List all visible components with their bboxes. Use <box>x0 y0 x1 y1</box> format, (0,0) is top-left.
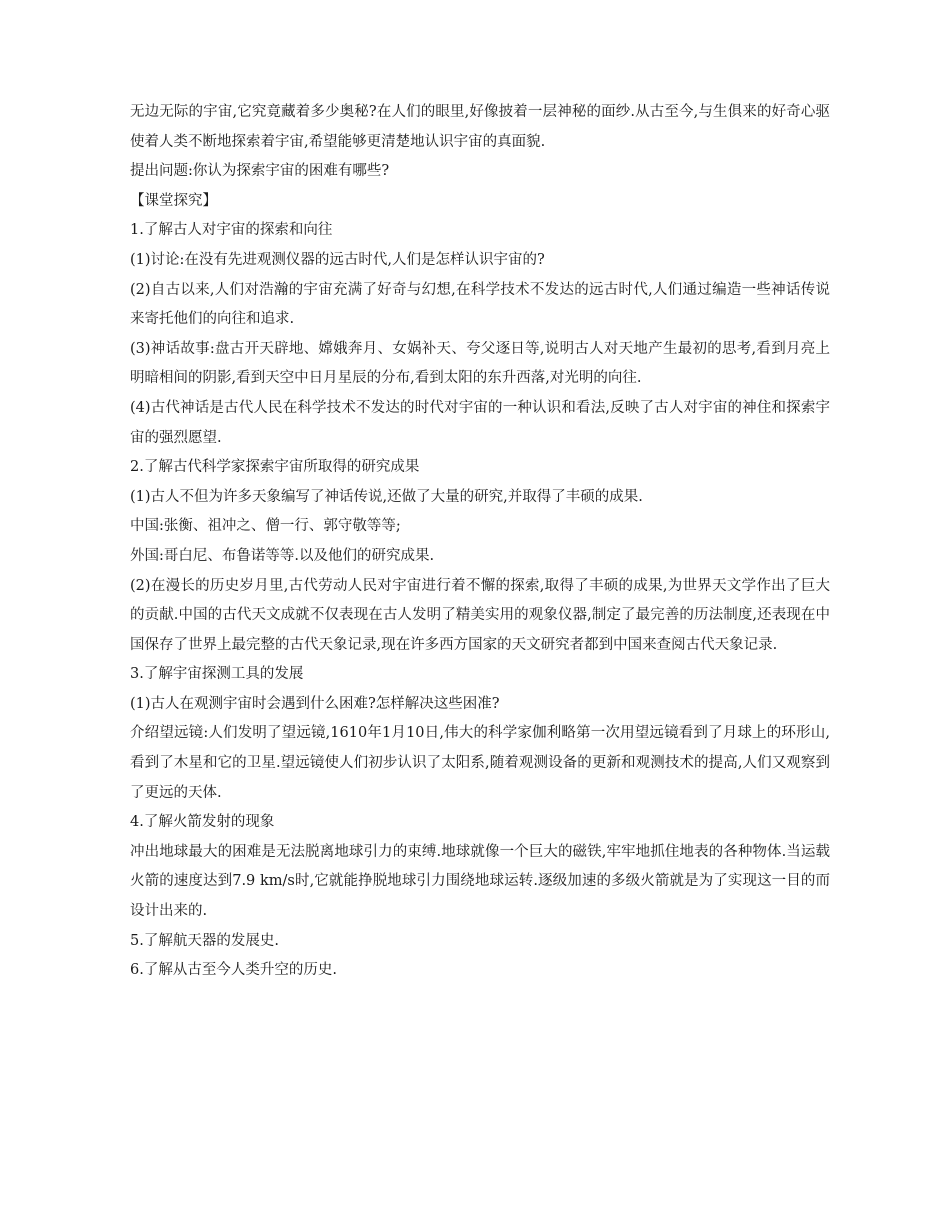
topic-4-body: 冲出地球最大的困难是无法脱离地球引力的束缚.地球就像一个巨大的磁铁,牢牢地抓住地表的各种物体.当运载火箭的速度达到7.9 km/s时,它就能挣脱地球引力围绕地球运转.逐级加速的多级火箭就是为了实现这一目的而设计出来的. <box>130 843 830 920</box>
topic-heading-6: 6.了解从古至今人类升空的历史. <box>130 962 337 979</box>
topic-1-item-3: (3)神话故事:盘古开天辟地、嫦娥奔月、女娲补天、夸父逐日等,说明古人对天地产生最初的思考,看到月亮上明暗相间的阴影,看到天空中日月星辰的分布,看到太阳的东升西落,对光明的向往. <box>130 340 830 387</box>
topic-2-item-2: (2)在漫长的历史岁月里,古代劳动人民对宇宙进行着不懈的探索,取得了丰硕的成果,为世界天文学作出了巨大的贡献.中国的古代天文成就不仅表现在古人发明了精美实用的观象仪器,制定了最完善的历法制度,还表现在中国保存了世界上最完整的古代天象记录,现在许多西方国家的天文研究者都到中国来查阅古代天象记录. <box>130 577 830 653</box>
topic-2-item-1: (1)古人不但为许多天象编写了神话传说,还做了大量的研究,并取得了丰硕的成果. <box>130 488 643 505</box>
topic-1-item-2: (2)自古以来,人们对浩瀚的宇宙充满了好奇与幻想,在科学技术不发达的远古时代,人们通过编造一些神话传说来寄托他们的向往和追求. <box>130 281 830 328</box>
topic-1-item-1: (1)讨论:在没有先进观测仪器的远古时代,人们是怎样认识宇宙的? <box>130 251 545 268</box>
topic-heading-4: 4.了解火箭发射的现象 <box>130 814 275 831</box>
topic-2-foreign: 外国:哥白尼、布鲁诺等等.以及他们的研究成果. <box>130 547 435 564</box>
intro-paragraph: 无边无际的宇宙,它究竟藏着多少奥秘?在人们的眼里,好像披着一层神秘的面纱.从古至今,与生俱来的好奇心驱使着人类不断地探索着宇宙,希望能够更清楚地认识宇宙的真面貌. <box>130 104 830 150</box>
topic-3-telescope: 介绍望远镜:人们发明了望远镜,1610年1月10日,伟大的科学家伽利略第一次用望远镜看到了月球上的环形山,看到了木星和它的卫星.望远镜使人们初步认识了太阳系,随着观测设备的更新和观测技术的提高,人们又观察到了更远的天体. <box>130 725 830 801</box>
section-heading: 【课堂探究】 <box>130 192 217 209</box>
topic-heading-2: 2.了解古代科学家探索宇宙所取得的研究成果 <box>130 459 420 476</box>
topic-heading-5: 5.了解航天器的发展史. <box>130 932 279 949</box>
document-body <box>130 98 830 986</box>
topic-2-china: 中国:张衡、祖冲之、僧一行、郭守敬等等; <box>130 518 401 535</box>
topic-heading-1: 1.了解古人对宇宙的探索和向往 <box>130 222 333 239</box>
topic-heading-3: 3.了解宇宙探测工具的发展 <box>130 666 304 683</box>
topic-3-item-1: (1)古人在观测宇宙时会遇到什么困难?怎样解决这些困准? <box>130 695 500 712</box>
question-prompt: 提出问题:你认为探索宇宙的困难有哪些? <box>130 163 390 180</box>
topic-1-item-4: (4)古代神话是古代人民在科学技术不发达的时代对宇宙的一种认识和看法,反映了古人对宇宙的神住和探索宇宙的强烈愿望. <box>130 399 830 446</box>
